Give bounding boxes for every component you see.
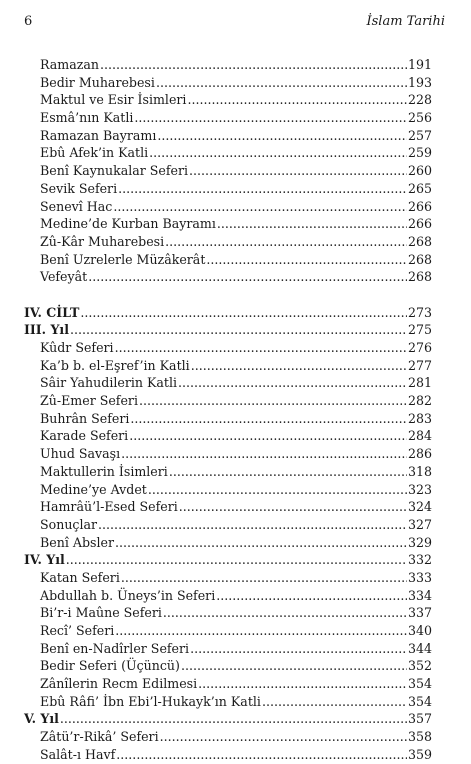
section-gap <box>24 286 432 304</box>
toc-entry-label: Ebû Râfi’ İbn Ebi’l-Hukayk’ın Katli <box>40 693 261 709</box>
dot-leader <box>88 268 407 286</box>
page-header <box>24 14 445 32</box>
toc-entry-page: 283 <box>407 410 432 426</box>
toc-entry-page: 259 <box>407 145 432 161</box>
toc-entry-page: 273 <box>407 304 432 320</box>
toc-entry-label: Uhud Savaşı <box>40 446 121 462</box>
toc-entry-label: Sonuçlar <box>40 516 98 532</box>
toc-entry-page: 282 <box>407 393 432 409</box>
toc-entry <box>24 357 432 375</box>
dot-leader <box>169 463 407 481</box>
toc-entry-label: Ramazan Bayramı <box>40 127 157 143</box>
toc-entry-label: Ebû Afek’in Katli <box>40 145 149 161</box>
toc-entry <box>24 640 432 658</box>
toc-entry <box>24 180 432 198</box>
toc-entry-page: 332 <box>407 552 432 568</box>
toc-entry <box>24 127 432 145</box>
toc-entry-page: 284 <box>407 428 432 444</box>
toc-entry-label: Medine’de Kurban Bayramı <box>40 216 216 232</box>
toc-section-volume-4 <box>24 304 432 764</box>
toc-entry-label: III. Yıl <box>24 322 70 338</box>
toc-entry <box>24 162 432 180</box>
toc-entry <box>24 392 432 410</box>
toc-heading-entry <box>24 321 432 339</box>
dot-leader <box>121 445 407 463</box>
toc-entry-label: Vefeyât <box>40 269 88 285</box>
dot-leader <box>66 551 407 569</box>
toc-entry-label: Zû-Emer Seferi <box>40 393 138 409</box>
toc-entry-page: 281 <box>407 375 432 391</box>
toc-entry-label: Karade Seferi <box>40 428 129 444</box>
toc-entry <box>24 746 432 764</box>
toc-entry <box>24 74 432 92</box>
toc-entry-page: 358 <box>407 729 432 745</box>
dot-leader <box>121 569 407 587</box>
toc-entry-label: Salât-ı Havf <box>40 746 116 762</box>
toc-entry-label: Zâtü’r-Rikâ’ Seferi <box>40 729 159 745</box>
toc-entry-page: 260 <box>407 163 432 179</box>
toc-entry <box>24 728 432 746</box>
toc-entry <box>24 445 432 463</box>
toc-entry-page: 277 <box>407 357 432 373</box>
dot-leader <box>179 498 407 516</box>
toc-entry-label: Buhrân Seferi <box>40 410 130 426</box>
toc-entry <box>24 516 432 534</box>
toc-entry-page: 256 <box>407 110 432 126</box>
toc-entry <box>24 410 432 428</box>
toc-entry <box>24 604 432 622</box>
toc-entry-page: 329 <box>407 534 432 550</box>
dot-leader <box>100 56 407 74</box>
toc-entry-page: 323 <box>407 481 432 497</box>
toc-entry-label: Zânîlerin Recm Edilmesi <box>40 676 198 692</box>
toc-entry-page: 352 <box>407 658 432 674</box>
toc-entry-page: 268 <box>407 251 432 267</box>
toc-entry <box>24 144 432 162</box>
toc-entry-label: Ka’b b. el-Eşref’in Katli <box>40 357 190 373</box>
dot-leader <box>262 693 407 711</box>
dot-leader <box>189 162 407 180</box>
dot-leader <box>60 710 407 728</box>
toc-entry-label: Esmâ’nın Katli <box>40 110 134 126</box>
dot-leader <box>70 321 407 339</box>
toc-entry-label: IV. CİLT <box>24 304 80 320</box>
toc-entry-label: Sâir Yahudilerin Katli <box>40 375 178 391</box>
dot-leader <box>178 374 407 392</box>
toc-entry-page: 327 <box>407 516 432 532</box>
toc-entry-label: Katan Seferi <box>40 569 120 585</box>
dot-leader <box>134 109 407 127</box>
toc-entry-page: 275 <box>407 322 432 338</box>
toc-entry-label: Bedir Muharebesi <box>40 74 155 90</box>
toc-entry <box>24 427 432 445</box>
toc-entry-label: Recî’ Seferi <box>40 623 115 638</box>
toc-entry-page: 193 <box>407 74 432 90</box>
toc-entry-label: Maktul ve Esir İsimleri <box>40 92 187 108</box>
book-title: İslam Tarihi <box>366 14 445 29</box>
toc-entry <box>24 268 432 286</box>
toc-entry-label: Zû-Kâr Muharebesi <box>40 233 165 249</box>
toc-entry-page: 257 <box>407 127 432 143</box>
toc-entry-page: 228 <box>407 92 432 108</box>
dot-leader <box>217 215 407 233</box>
toc-entry-label: Senevî Hac <box>40 198 113 214</box>
dot-leader <box>190 640 407 658</box>
page-number: 6 <box>24 14 33 29</box>
toc-entry-label: Ramazan <box>40 57 99 72</box>
toc-entry-label: Medine’ye Avdet <box>40 481 147 497</box>
dot-leader <box>98 516 407 534</box>
dot-leader <box>139 392 407 410</box>
dot-leader <box>115 339 407 357</box>
toc-entry-page: 266 <box>407 198 432 214</box>
toc-entry <box>24 481 432 499</box>
toc-entry <box>24 374 432 392</box>
table-of-contents <box>24 56 432 764</box>
toc-entry-page: 318 <box>407 463 432 479</box>
toc-entry <box>24 693 432 711</box>
toc-entry <box>24 198 432 216</box>
dot-leader <box>160 728 407 746</box>
dot-leader <box>116 746 407 764</box>
toc-heading-entry <box>24 304 432 322</box>
toc-entry-page: 334 <box>407 587 432 603</box>
toc-entry <box>24 498 432 516</box>
toc-entry-page: 266 <box>407 216 432 232</box>
dot-leader <box>187 91 407 109</box>
toc-entry <box>24 587 432 605</box>
toc-entry <box>24 622 432 640</box>
toc-entry-label: Kûdr Seferi <box>40 340 114 355</box>
toc-heading-entry <box>24 551 432 569</box>
toc-entry-label: Hamrâü’l-Esed Seferi <box>40 499 178 515</box>
toc-entry-page: 354 <box>407 676 432 692</box>
toc-entry-page: 333 <box>407 569 432 585</box>
toc-entry-page: 276 <box>407 340 432 355</box>
toc-entry <box>24 56 432 74</box>
toc-heading-entry <box>24 710 432 728</box>
dot-leader <box>156 74 407 92</box>
toc-entry <box>24 657 432 675</box>
toc-entry-page: 354 <box>407 693 432 709</box>
dot-leader <box>157 127 407 145</box>
toc-entry-label: Sevik Seferi <box>40 180 118 196</box>
toc-entry-label: IV. Yıl <box>24 552 65 568</box>
toc-entry-label: Benî en-Nadîrler Seferi <box>40 640 190 656</box>
toc-entry <box>24 233 432 251</box>
dot-leader <box>129 427 407 445</box>
toc-entry-page: 344 <box>407 640 432 656</box>
toc-entry-label: Benî Uzrelerle Müzâkerât <box>40 251 206 267</box>
toc-entry-label: Bi’r-i Maûne Seferi <box>40 605 162 621</box>
toc-entry-page: 359 <box>407 746 432 762</box>
toc-entry <box>24 675 432 693</box>
dot-leader <box>206 251 407 269</box>
dot-leader <box>115 622 407 640</box>
toc-entry-label: Benî Absler <box>40 534 114 550</box>
toc-entry <box>24 251 432 269</box>
toc-entry-page: 191 <box>407 57 432 72</box>
dot-leader <box>118 180 407 198</box>
toc-entry <box>24 215 432 233</box>
toc-entry-label: Abdullah b. Üneys’in Seferi <box>40 587 216 603</box>
dot-leader <box>181 657 407 675</box>
toc-entry <box>24 109 432 127</box>
toc-entry-page: 357 <box>407 711 432 727</box>
toc-entry <box>24 91 432 109</box>
toc-entry-page: 286 <box>407 446 432 462</box>
toc-entry-page: 265 <box>407 180 432 196</box>
toc-entry-page: 340 <box>407 623 432 638</box>
dot-leader <box>216 587 407 605</box>
toc-entry <box>24 463 432 481</box>
toc-entry-page: 268 <box>407 269 432 285</box>
dot-leader <box>163 604 407 622</box>
dot-leader <box>80 304 407 322</box>
toc-section-continued <box>24 56 432 286</box>
dot-leader <box>198 675 407 693</box>
toc-entry-label: Benî Kaynukalar Seferi <box>40 163 189 179</box>
dot-leader <box>165 233 407 251</box>
dot-leader <box>130 410 407 428</box>
toc-entry <box>24 534 432 552</box>
toc-entry-label: Bedir Seferi (Üçüncü) <box>40 658 180 674</box>
toc-entry <box>24 569 432 587</box>
toc-entry-page: 324 <box>407 499 432 515</box>
toc-entry <box>24 339 432 357</box>
toc-entry-page: 337 <box>407 605 432 621</box>
dot-leader <box>148 481 407 499</box>
toc-entry-label: Maktullerin İsimleri <box>40 463 168 479</box>
toc-entry-page: 268 <box>407 233 432 249</box>
toc-entry-label: V. Yıl <box>24 711 59 727</box>
dot-leader <box>149 144 407 162</box>
dot-leader <box>191 357 407 375</box>
dot-leader <box>115 534 407 552</box>
dot-leader <box>113 198 407 216</box>
